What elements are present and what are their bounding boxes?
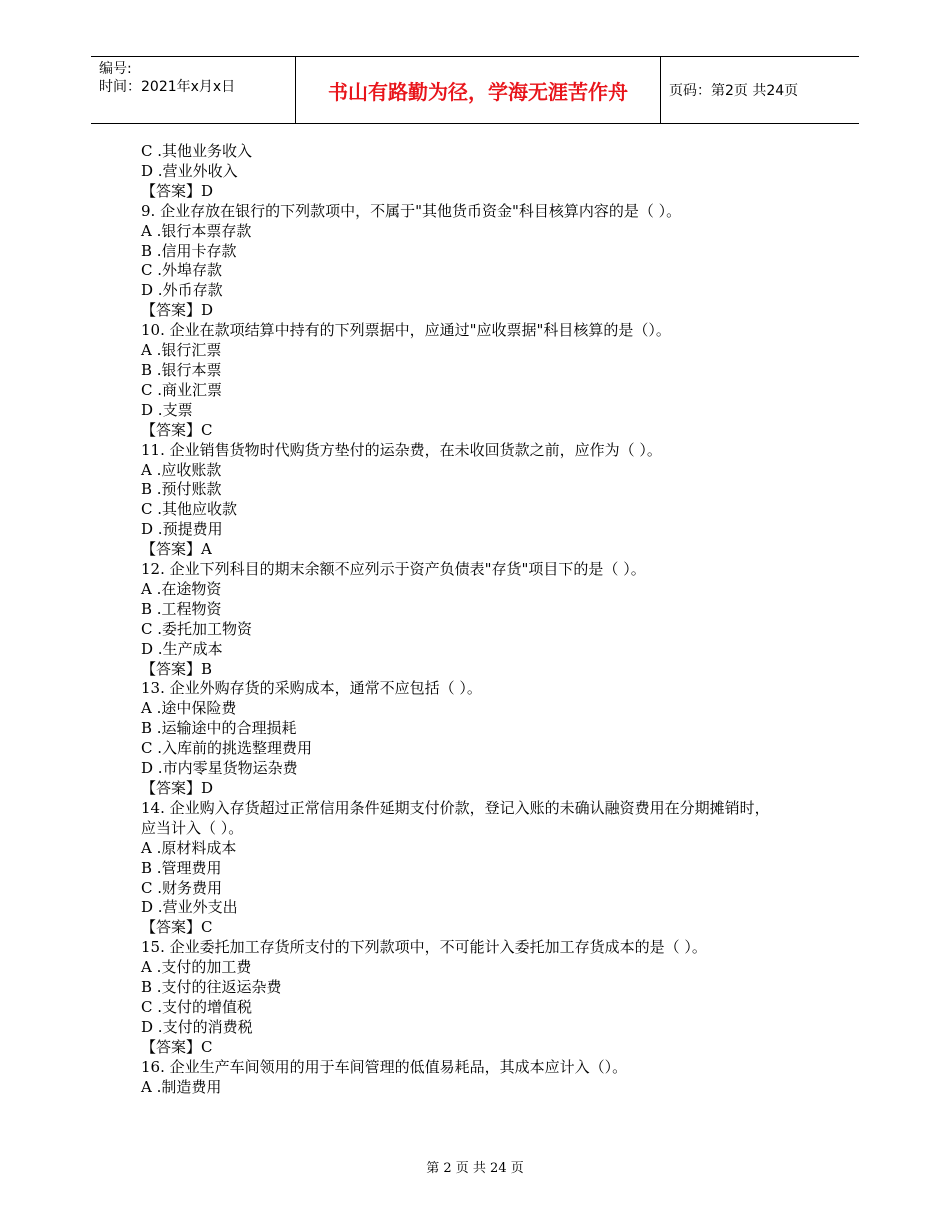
header-motto-cell	[296, 57, 661, 123]
text-line: B .银行本票	[141, 360, 222, 379]
text-line: 【答案】C	[141, 1037, 213, 1056]
text-line: 【答案】D	[141, 779, 214, 797]
text-line: 应当计入（ ）。	[141, 818, 244, 837]
text-line: A .银行汇票	[141, 341, 222, 360]
text-line: 10. 企业在款项结算中持有的下列票据中，应通过"应收票据"科目核算的是（）。	[141, 321, 671, 340]
text-line: 12. 企业下列科目的期末余额不应列示于资产负债表"存货"项目下的是（ ）。	[141, 560, 646, 579]
text-line: 【答案】A	[141, 540, 212, 559]
text-line: C .商业汇票	[141, 380, 223, 399]
text-line: 11. 企业销售货物时代购货方垫付的运杂费，在未收回货款之前，应作为（ ）。	[141, 440, 662, 459]
text-line: C .其他应收款	[141, 500, 238, 519]
text-line: A .途中保险费	[141, 699, 237, 718]
text-line: 14. 企业购入存货超过正常信用条件延期支付价款，登记入账的未确认融资费用在分期摊销时，	[141, 798, 770, 817]
text-line: D .生产成本	[141, 639, 223, 658]
text-line: 9. 企业存放在银行的下列款项中，不属于"其他货币资金"科目核算内容的是（ ）。	[141, 201, 682, 220]
text-line: C .支付的增值税	[141, 997, 253, 1016]
header-page-info: 页码：第2页 共24页	[669, 83, 799, 99]
text-line: D .营业外支出	[141, 898, 238, 917]
page-header	[91, 56, 859, 124]
text-line: B .运输途中的合理损耗	[141, 719, 297, 738]
text-line: A .原材料成本	[141, 838, 237, 857]
header-meta	[91, 57, 296, 123]
text-line: D .营业外收入	[141, 161, 238, 180]
document-body	[141, 142, 821, 1098]
text-line: 【答案】B	[141, 659, 213, 678]
text-line: B .信用卡存款	[141, 241, 237, 260]
text-line: C .委托加工物资	[141, 619, 253, 638]
text-line: 【答案】C	[141, 918, 213, 937]
text-line: C .外埠存款	[141, 261, 223, 280]
text-line: C .入库前的挑选整理费用	[141, 739, 313, 758]
text-line: A .银行本票存款	[141, 221, 252, 240]
time-label: 时间：2021年x月x日	[99, 79, 236, 95]
text-line: 13. 企业外购存货的采购成本，通常不应包括（ ）。	[141, 679, 482, 698]
text-line: D .市内零星货物运杂费	[141, 759, 298, 778]
page-footer: 第 2 页 共 24 页	[426, 1161, 524, 1176]
text-line: A .在途物资	[141, 579, 222, 598]
text-line: D .支票	[141, 400, 193, 419]
text-line: D .支付的消费税	[141, 1017, 253, 1036]
text-line: A .制造费用	[141, 1077, 222, 1096]
serial-label: 编号:	[99, 61, 132, 77]
text-line: B .支付的往返运杂费	[141, 978, 282, 997]
text-line: 【答案】D	[141, 181, 214, 200]
text-line: D .预提费用	[141, 520, 223, 539]
text-line: 15. 企业委托加工存货所支付的下列款项中，不可能计入委托加工存货成本的是（ ）。	[141, 938, 707, 957]
text-line: 【答案】D	[141, 301, 214, 320]
text-line: 【答案】C	[141, 420, 213, 439]
text-line: B .工程物资	[141, 599, 222, 618]
text-line: A .支付的加工费	[141, 958, 252, 977]
header-motto: 书山有路勤为径，学海无涯苦作舟	[328, 79, 628, 104]
text-line: D .外币存款	[141, 281, 223, 300]
text-line: B .预付账款	[141, 480, 222, 499]
text-line: B .管理费用	[141, 858, 222, 877]
text-line: 16. 企业生产车间领用的用于车间管理的低值易耗品，其成本应计入（）。	[141, 1057, 628, 1076]
text-line: C .财务费用	[141, 878, 223, 897]
text-line: A .应收账款	[141, 460, 222, 479]
text-line: C .其他业务收入	[141, 142, 253, 160]
